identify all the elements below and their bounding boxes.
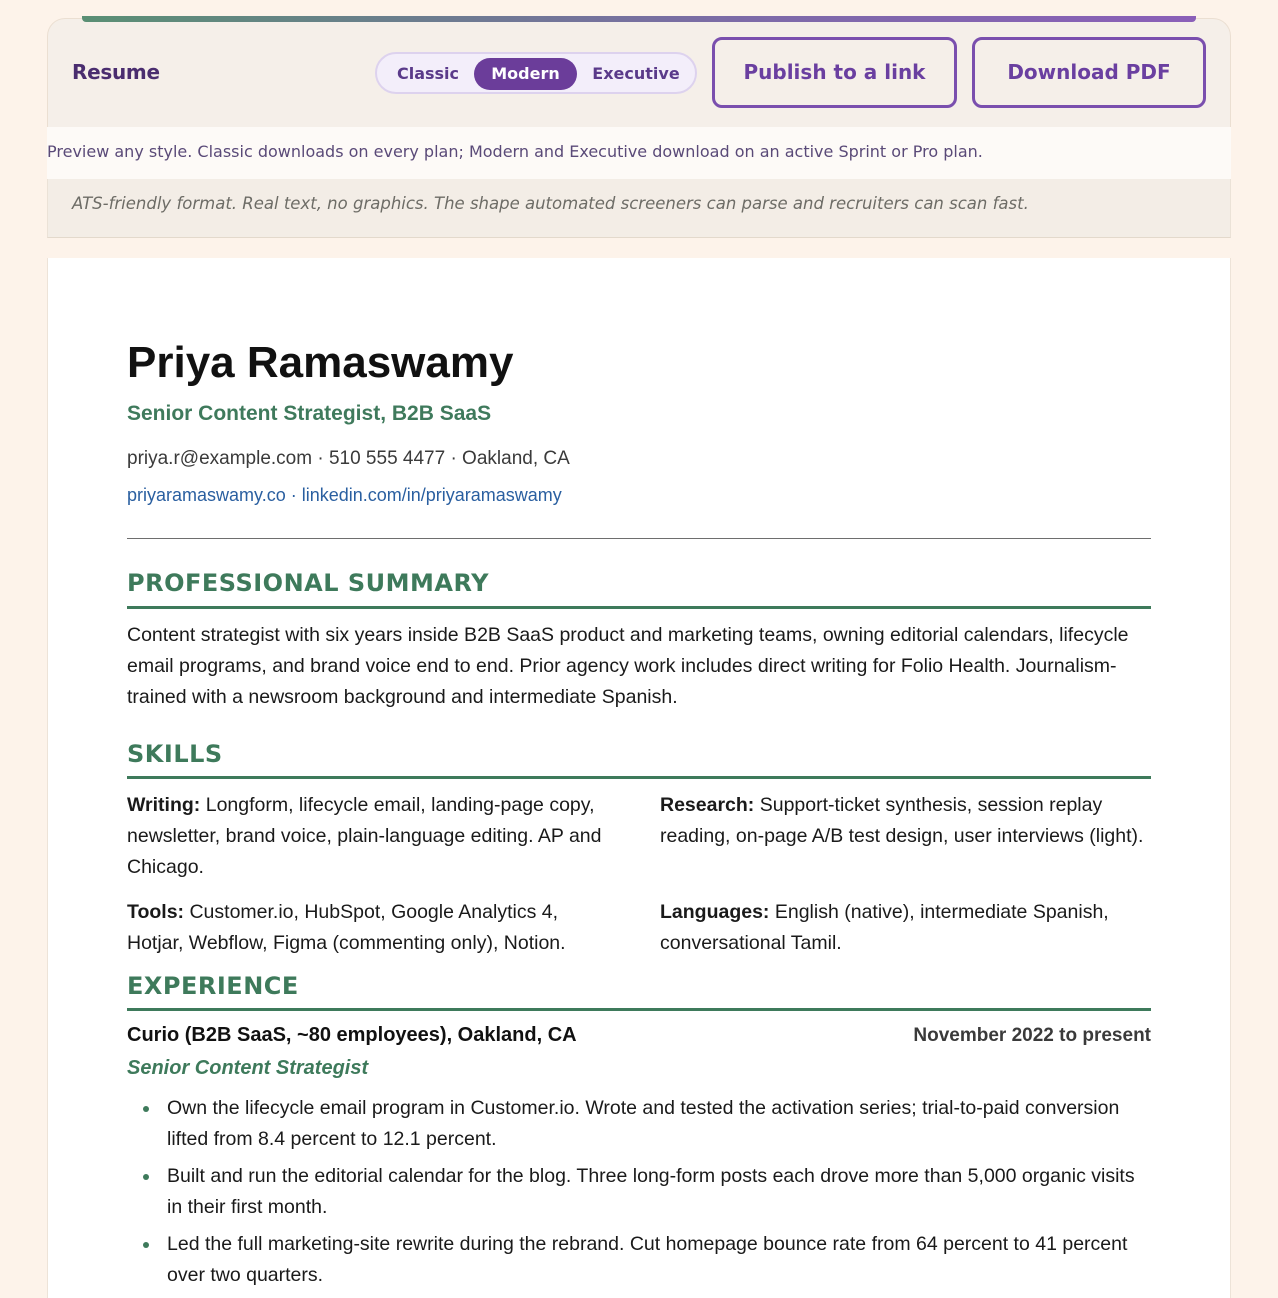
job-dates: November 2022 to present (913, 1025, 1151, 1046)
bullet-text: Led the full marketing-site rewrite during the rebrand. Cut homepage bounce rate from 64 percent to 41 percent over two quarters. (167, 1233, 1128, 1286)
candidate-headline: Senior Content Strategist, B2B SaaS (127, 402, 492, 425)
summary-rule (127, 606, 1151, 609)
experience-rule (127, 1008, 1151, 1011)
skill-research-label: Research: (660, 794, 755, 816)
publish-link-button[interactable]: Publish to a link (712, 37, 957, 108)
bullet-icon (143, 1174, 149, 1180)
plan-notice-text: Preview any style. Classic downloads on every plan; Modern and Executive download on an active Sprint or Pro plan. (47, 142, 983, 161)
list-item (127, 1093, 1151, 1155)
header-divider (127, 538, 1151, 539)
job-bullets (127, 1093, 1151, 1297)
download-pdf-button[interactable]: Download PDF (972, 37, 1206, 108)
job-title: Senior Content Strategist (127, 1057, 369, 1079)
list-item (127, 1161, 1151, 1223)
summary-text: Content strategist with six years inside B2B SaaS product and marketing teams, owning editorial calendars, lifecycle email programs, and brand voice end to end. Prior agency work includes direct writing for Folio Health. Journalism-trained with a newsroom background and intermediate Spanish. (127, 624, 1129, 708)
bullet-icon (143, 1106, 149, 1112)
skills-rule (127, 776, 1151, 779)
skills-heading: SKILLS (127, 740, 223, 768)
linkedin-link[interactable]: linkedin.com/in/priyaramaswamy (301, 485, 562, 505)
bullet-text: Own the lifecycle email program in Customer.io. Wrote and tested the activation series; trial-to-paid conversion lifted from 8.4 percent to 12.1 percent. (167, 1097, 1120, 1150)
links-line (127, 485, 562, 506)
skill-research-text: Support-ticket synthesis, session replay reading, on-page A/B test design, user interviews (light). (660, 794, 1144, 847)
bullet-text: Built and run the editorial calendar for the blog. Three long-form posts each drove more than 5,000 organic visits in their first month. (167, 1165, 1135, 1218)
skill-languages (660, 897, 1150, 959)
candidate-name: Priya Ramaswamy (127, 338, 514, 387)
style-option-classic[interactable]: Classic (396, 64, 460, 83)
accent-bar (82, 16, 1196, 22)
job-company: Curio (B2B SaaS, ~80 employees), Oakland, CA (127, 1024, 577, 1046)
skill-research (660, 790, 1150, 852)
skill-tools-label: Tools: (127, 901, 185, 923)
skill-tools (127, 897, 617, 959)
toolbar-title: Resume (72, 60, 160, 84)
style-option-executive[interactable]: Executive (592, 64, 680, 83)
skill-writing (127, 790, 617, 883)
skill-languages-text: English (native), intermediate Spanish, conversational Tamil. (660, 901, 1109, 954)
skill-tools-text: Customer.io, HubSpot, Google Analytics 4, Hotjar, Webflow, Figma (commenting only), Notion. (127, 901, 566, 954)
skill-writing-text: Longform, lifecycle email, landing-page copy, newsletter, brand voice, plain-language editing. AP and Chicago. (127, 794, 602, 878)
skill-languages-label: Languages: (660, 901, 770, 923)
experience-heading: EXPERIENCE (127, 972, 299, 1000)
summary-heading: PROFESSIONAL SUMMARY (127, 569, 490, 597)
contact-line: priya.r@example.com · 510 555 4477 · Oakland, CA (127, 448, 570, 469)
skill-writing-label: Writing: (127, 794, 201, 816)
link-separator: · (285, 485, 302, 505)
style-option-modern[interactable]: Modern (474, 58, 577, 90)
ats-note-text: ATS-friendly format. Real text, no graphics. The shape automated screeners can parse and recruiters can scan fast. (72, 194, 1029, 213)
website-link[interactable]: priyaramaswamy.co (127, 485, 286, 505)
list-item (127, 1229, 1151, 1291)
bullet-icon (143, 1242, 149, 1248)
style-switcher (375, 52, 697, 94)
